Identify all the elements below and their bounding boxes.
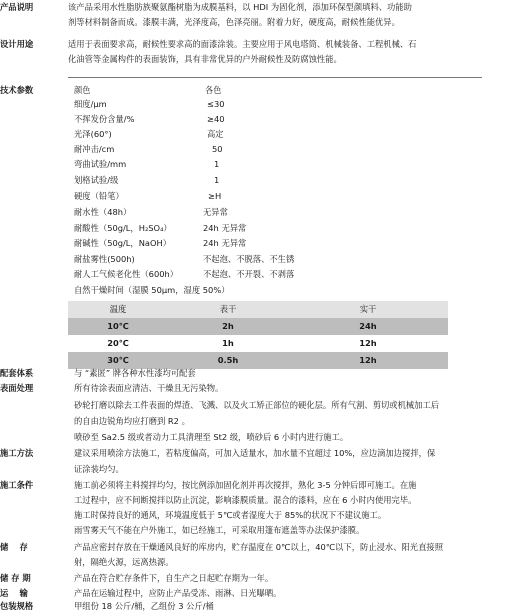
table-cell: 10℃ bbox=[68, 318, 168, 335]
param-value: 50 bbox=[212, 144, 223, 154]
param-name: 光泽(60°) bbox=[74, 129, 112, 139]
transport-text: 产品在运输过程中，应防止产品受冻、雨淋、日光曝晒。 bbox=[74, 588, 282, 598]
table-cell: 0.5h bbox=[168, 352, 288, 369]
surface-treatment-line-4: 喷砂至 Sa2.5 级或者动力工具清理至 St2 级，喷砂后 6 小时内进行施工。 bbox=[74, 432, 349, 442]
param-value: 24h 无异常 bbox=[203, 223, 247, 233]
surface-treatment-line-1: 所有待涂表面应清洁、干燥且无污染物。 bbox=[74, 383, 224, 393]
transport-label: 运 输 bbox=[0, 588, 28, 598]
param-name: 硬度（铅笔） bbox=[74, 191, 124, 201]
design-use-line-1: 适用于表面要求高，耐候性要求高的面漆涂装。主要应用于风电塔筒、机械装备、工程机械、石 bbox=[68, 39, 417, 49]
param-name: 不挥发份含量/% bbox=[74, 114, 135, 124]
param-value: 1 bbox=[214, 159, 220, 169]
param-value: 1 bbox=[214, 175, 220, 185]
product-description-label: 产品说明 bbox=[0, 2, 34, 12]
table-cell: 12h bbox=[288, 335, 448, 352]
param-value: 24h 无异常 bbox=[203, 238, 247, 248]
dry-table-header bbox=[68, 301, 448, 318]
surface-treatment-line-2: 砂轮打磨以除去工件表面的焊渣、飞溅、以及火工矫正部位的硬化层。所有气割、剪切或机械加工后 bbox=[74, 400, 440, 410]
param-name: 耐酸性（50g/L，H₂SO₄） bbox=[74, 223, 172, 233]
param-name: 耐碱性（50g/L，NaOH） bbox=[74, 238, 172, 248]
matching-system-text: 与 “素匿” 牌各种水性漆均可配套 bbox=[74, 368, 196, 378]
dry-table-header-cell: 温度 bbox=[68, 301, 168, 318]
application-method-text: 建议采用喷涂方法施工，若粘度偏高，可加入适量水，加水量不宜超过 10%，应边滴加边搅拌，保 bbox=[74, 448, 436, 458]
product-description-line-2: 剂等材料制备而成。漆膜丰满，光泽度高，色泽亮丽。附着力好，硬度高，耐候性能优异。 bbox=[68, 17, 400, 27]
param-value: ≤30 bbox=[207, 99, 225, 109]
design-use-label: 设计用途 bbox=[0, 39, 34, 49]
table-cell: 24h bbox=[288, 318, 448, 335]
surface-treatment-label: 表面处理 bbox=[0, 383, 34, 393]
tech-params-label: 技术参数 bbox=[0, 85, 34, 95]
dry-table-header-cell: 表干 bbox=[168, 301, 288, 318]
design-use-line-2: 化油管等金属构件的表面装饰，具有非常优异的户外耐候性及防腐蚀性能。 bbox=[68, 54, 342, 64]
param-value: ≥40 bbox=[207, 114, 225, 124]
storage-label: 储 存 bbox=[0, 542, 28, 552]
param-value: ≥H bbox=[208, 191, 222, 201]
param-value: 不起泡、不开裂、不剥落 bbox=[203, 269, 295, 279]
param-value: 无异常 bbox=[203, 207, 228, 217]
dry-time-caption: 自然干燥时间（湿膜 50μm，湿度 50%） bbox=[74, 285, 230, 295]
table-cell: 20℃ bbox=[68, 335, 168, 352]
param-name: 划格试验/级 bbox=[74, 175, 119, 185]
storage-line-2: 射，隔绝火源，远离热源。 bbox=[74, 557, 174, 567]
table-cell: 1h bbox=[168, 335, 288, 352]
packaging-text: 甲组份 18 公斤/桶，乙组份 3 公斤/桶 bbox=[74, 601, 214, 611]
table-row bbox=[68, 318, 448, 335]
dry-time-table bbox=[68, 301, 448, 369]
matching-system-label: 配套体系 bbox=[0, 368, 34, 378]
param-value: 各色 bbox=[205, 85, 222, 95]
application-conditions-line-4: 雨雪雾天气不能在户外施工，如已经施工，可采取用篷布遮盖等办法保护漆膜。 bbox=[74, 525, 365, 535]
table-row bbox=[68, 352, 448, 369]
application-conditions-line-1: 施工前必须将主料搅拌均匀，按比例添加固化剂并再次搅拌，熟化 3-5 分钟后即可施工。在施 bbox=[74, 480, 417, 490]
shelf-life-label: 储 存 期 bbox=[0, 573, 31, 583]
application-method-label: 施工方法 bbox=[0, 448, 34, 458]
application-method-text-cont: 证涂装均匀。 bbox=[74, 464, 124, 474]
param-value: 高定 bbox=[207, 129, 224, 139]
table-cell: 2h bbox=[168, 318, 288, 335]
param-value: 不起泡、不脱落、不生锈 bbox=[203, 254, 295, 264]
param-name: 细度/μm bbox=[74, 99, 107, 109]
application-conditions-label: 施工条件 bbox=[0, 480, 34, 490]
param-name: 耐水性（48h） bbox=[74, 207, 132, 217]
dry-table-header-cell: 实干 bbox=[288, 301, 448, 318]
param-name: 颜色 bbox=[74, 85, 91, 95]
application-conditions-line-3: 施工时保持良好的通风，环境温度低于 5℃或者湿度大于 85%的状况下不建议施工。 bbox=[74, 510, 387, 520]
product-description-line-1: 该产品采用水性脂肪族聚氨酯树脂为成膜基料，以 HDI 为固化剂，添加环保型颜填料、功能助 bbox=[68, 2, 412, 12]
packaging-label: 包装规格 bbox=[0, 601, 34, 611]
table-cell: 30℃ bbox=[68, 352, 168, 369]
param-name: 耐冲击/cm bbox=[74, 144, 115, 154]
table-row bbox=[68, 335, 448, 352]
section-divider bbox=[68, 77, 482, 78]
table-cell: 12h bbox=[288, 352, 448, 369]
param-name: 耐人工气候老化性（600h） bbox=[74, 269, 179, 279]
surface-treatment-line-3: 的自由边锐角均应打磨到 R2 。 bbox=[74, 416, 190, 426]
param-name: 耐盐雾性(500h) bbox=[74, 254, 135, 264]
storage-line-1: 产品应密封存放在干燥通风良好的库房内，贮存温度在 0℃以上，40℃以下，防止浸水、阳光直接照 bbox=[74, 542, 443, 552]
application-conditions-line-2: 工过程中，应不间断搅拌以防止沉淀，影响漆膜质量。混合的漆料，应在 6 小时内使用完毕。 bbox=[74, 495, 417, 505]
shelf-life-text: 产品在符合贮存条件下，自生产之日起贮存期为一年。 bbox=[74, 573, 274, 583]
param-name: 弯曲试验/mm bbox=[74, 159, 127, 169]
